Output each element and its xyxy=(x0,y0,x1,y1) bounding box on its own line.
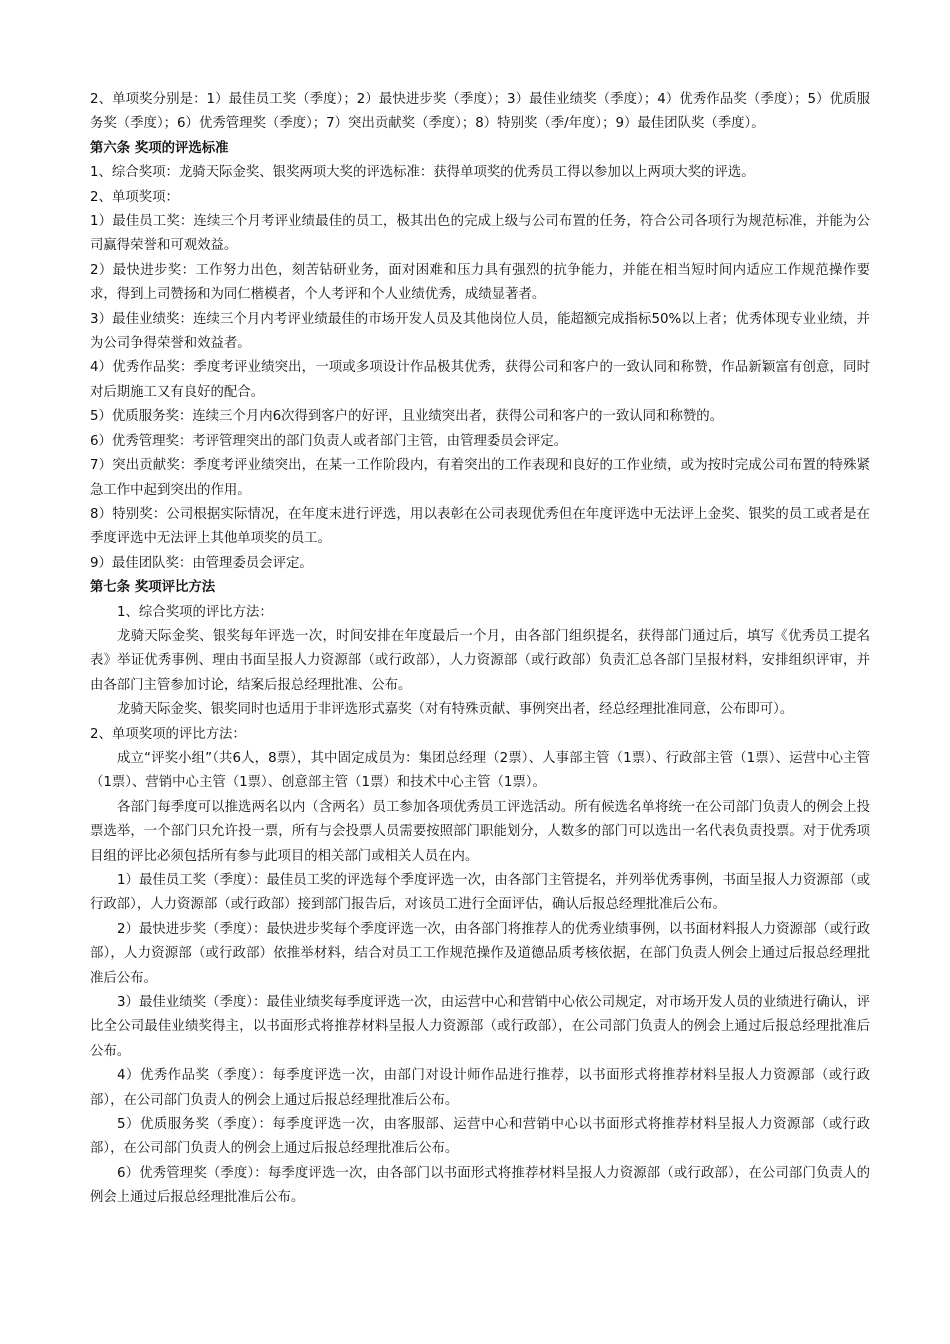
paragraph-criteria-7: 7）突出贡献奖：季度考评业绩突出，在某一工作阶段内，有着突出的工作表现和良好的工作业绩，或为按时完成公司布置的特殊紧急工作中起到突出的作用。 xyxy=(90,458,870,498)
paragraph-criteria-6: 6）优秀管理奖：考评管理突出的部门负责人或者部门主管，由管理委员会评定。 xyxy=(90,433,568,449)
paragraph-criteria-8: 8）特别奖：公司根据实际情况，在年度末进行评选，用以表彰在公司表现优秀但在年度评选中无法评上金奖、银奖的员工或者是在季度评选中无法评上其他单项奖的员工。 xyxy=(90,506,870,547)
paragraph-criteria-4: 4）优秀作品奖：季度考评业绩突出，一项或多项设计作品极其优秀，获得公司和客户的一致认同和称赞，作品新颖富有创意，同时对后期施工又有良好的配合。 xyxy=(90,360,870,400)
heading-article-6: 第六条 奖项的评选标准 xyxy=(90,140,229,156)
paragraph-criteria-9: 9）最佳团队奖：由管理委员会评定。 xyxy=(90,555,313,571)
paragraph-method-award-1: 1）最佳员工奖（季度）：最佳员工奖的评选每个季度评选一次，由各部门主管提名，并列举优秀事例，书面呈报人力资源部（或行政部），人力资源部（或行政部）接到部门报告后，对该员工进行全面评估，确认后报总经理批准后公布。 xyxy=(90,873,870,913)
paragraph-method-1-body: 龙骑天际金奖、银奖每年评选一次，时间安排在年度最后一个月，由各部门组织提名，获得部门通过后，填写《优秀员工提名表》举证优秀事例、理由书面呈报人力资源部（或行政部），人力资源部（或行政部）负责汇总各部门呈报材料，安排组织评审，并由各部门主管参加讨论，结案后报总经理批准、公布。 xyxy=(90,628,870,693)
paragraph-award-panel: 成立“评奖小组”（共6人，8票），其中固定成员为：集团总经理（2票）、人事部主管（1票）、行政部主管（1票）、运营中心主管（1票）、营销中心主管（1票）、创意部主管（1票）和技术中心主管（1票）。 xyxy=(90,750,870,791)
document-page xyxy=(90,88,870,1211)
paragraph-criteria-2: 2）最快进步奖：工作努力出色，刻苦钻研业务，面对困难和压力具有强烈的抗争能力，并能在相当短时间内适应工作规范操作要求，得到上司赞扬和为同仁楷模者，个人考评和个人业绩优秀，成绩显著者。 xyxy=(90,262,870,303)
paragraph-method-2-title: 2、单项奖项的评比方法： xyxy=(90,726,246,742)
paragraph-method-award-6: 6）优秀管理奖（季度）：每季度评选一次，由各部门以书面形式将推荐材料呈报人力资源部（或行政部），在公司部门负责人的例会上通过后报总经理批准后公布。 xyxy=(90,1165,870,1206)
paragraph-method-1-extra: 龙骑天际金奖、银奖同时也适用于非评选形式嘉奖（对有特殊贡献、事例突出者，经总经理批准同意，公布即可）。 xyxy=(117,702,794,718)
paragraph-single-awards-list: 2、单项奖分别是：1）最佳员工奖（季度）；2）最快进步奖（季度）；3）最佳业绩奖（季度）；4）优秀作品奖（季度）；5）优质服务奖（季度）；6）优秀管理奖（季度）；7）突出贡献奖（季度）；8）特别奖（季/年度）；9）最佳团队奖（季度）。 xyxy=(90,92,870,132)
paragraph-criteria-3: 3）最佳业绩奖：连续三个月内考评业绩最佳的市场开发人员及其他岗位人员，能超额完成指标50%以上者；优秀体现专业业绩，并为公司争得荣誉和效益者。 xyxy=(90,311,870,352)
paragraph-method-award-2: 2）最快进步奖（季度）：最快进步奖每个季度评选一次，由各部门将推荐人的优秀业绩事例，以书面材料报人力资源部（或行政部），人力资源部（或行政部）依推举材料，结合对员工工作规范操作及道德品质考核依据，在部门负责人例会上通过后报总经理批准后公布。 xyxy=(90,921,870,986)
paragraph-criteria-5: 5）优质服务奖：连续三个月内6次得到客户的好评，且业绩突出者，获得公司和客户的一致认同和称赞的。 xyxy=(90,409,724,425)
paragraph-method-1-title: 1、综合奖项的评比方法： xyxy=(117,604,273,620)
paragraph-method-award-3: 3）最佳业绩奖（季度）：最佳业绩奖每季度评选一次，由运营中心和营销中心依公司规定，对市场开发人员的业绩进行确认，评比全公司最佳业绩奖得主，以书面形式将推荐材料呈报人力资源部（或行政部），在公司部门负责人的例会上通过后报总经理批准后公布。 xyxy=(90,995,870,1059)
paragraph-single-awards-title: 2、单项奖项： xyxy=(90,189,179,205)
heading-article-7: 第七条 奖项评比方法 xyxy=(90,580,216,596)
paragraph-comprehensive-awards: 1、综合奖项：龙骑天际金奖、银奖两项大奖的评选标准：获得单项奖的优秀员工得以参加以上两项大奖的评选。 xyxy=(90,165,755,181)
paragraph-method-award-4: 4）优秀作品奖（季度）：每季度评选一次，由部门对设计师作品进行推荐，以书面形式将推荐材料呈报人力资源部（或行政部），在公司部门负责人的例会上通过后报总经理批准后公布。 xyxy=(90,1068,870,1108)
paragraph-method-award-5: 5）优质服务奖（季度）：每季度评选一次，由客服部、运营中心和营销中心以书面形式将推荐材料呈报人力资源部（或行政部），在公司部门负责人的例会上通过后报总经理批准后公布。 xyxy=(90,1117,870,1157)
paragraph-voting-rules: 各部门每季度可以推选两名以内（含两名）员工参加各项优秀员工评选活动。所有候选名单将统一在公司部门负责人的例会上投票选举，一个部门只允许投一票，所有与会投票人员需要按照部门职能划分，人数多的部门可以选出一名代表负责投票。对于优秀项目组的评比必须包括所有参与此项目的相关部门或相关人员在内。 xyxy=(90,799,870,864)
paragraph-criteria-1: 1）最佳员工奖：连续三个月考评业绩最佳的员工，极其出色的完成上级与公司布置的任务，符合公司各项行为规范标准，并能为公司赢得荣誉和可观效益。 xyxy=(90,214,870,254)
